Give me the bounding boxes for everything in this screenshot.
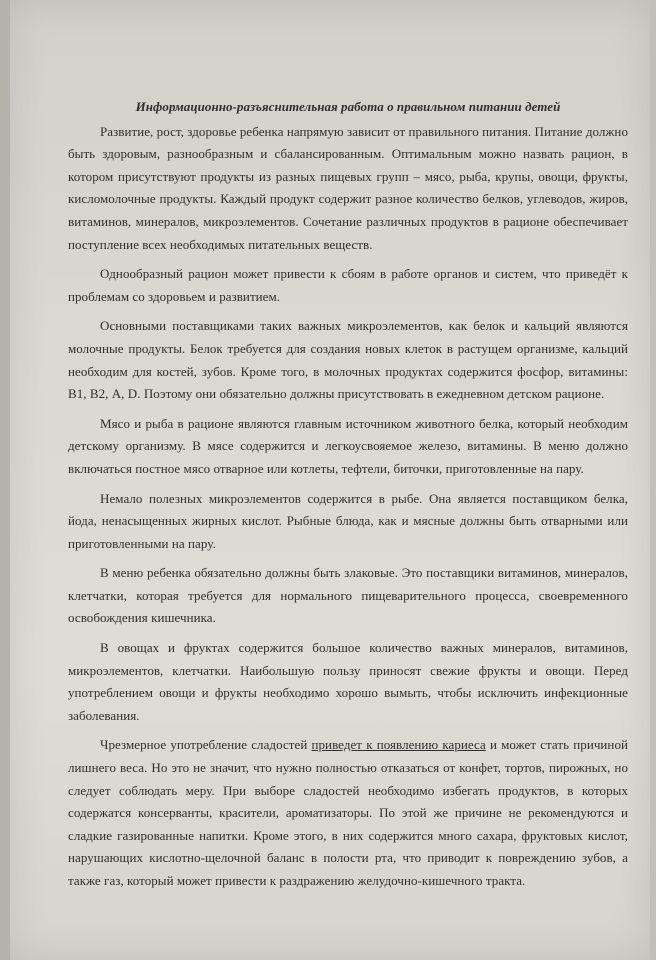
- underlined-phrase: приведет к появлению кариеса: [311, 737, 486, 753]
- paper-sheet: [10, 0, 650, 960]
- paragraph-4: Мясо и рыба в рационе являются главным источником животного белка, который необходим детскому организму. В мясе содержится и легкоусвояемое железо, витамины. В меню должно включаться постное мясо отварное или котлеты, тефтели, биточки, приготовленные на пару.: [68, 415, 628, 476]
- paragraph-8-start: Чрезмерное употребление сладостей: [100, 737, 312, 753]
- paragraph-5: Немало полезных микроэлементов содержится в рыбе. Она является поставщиком белка, йода, ненасыщенных жирных кислот. Рыбные блюда, как и мясные должны быть отварными или приготовленными на пару.: [68, 490, 628, 551]
- paragraph-8-end: и может стать причиной лишнего веса. Но это не значит, что нужно полностью отказаться от конфет, тортов, пирожных, но следует соблюдать меру. При выборе сладостей необходимо избегать продуктов, в которых содержатся консерванты, красители, ароматизаторы. По этой же причине не рекомендуются и сладкие газированные напитки. Кроме этого, в них содержится много сахара, фруктовых кислот, нарушающих кислотно-щелочной баланс в полости рта, что приводит к повреждению зубов, а также газ, который может привести к раздражению желудочно-кишечного тракта.: [68, 737, 628, 888]
- paragraph-8: [68, 734, 628, 892]
- paragraph-6: В меню ребенка обязательно должны быть злаковые. Это поставщики витаминов, минералов, клетчатки, которая требуется для нормального пищеварительного процесса, своевременного освобождения кишечника.: [68, 565, 628, 626]
- paragraph-1: Развитие, рост, здоровье ребенка напрямую зависит от правильного питания. Питание должно быть здоровым, разнообразным и сбалансированным. Оптимальным можно назвать рацион, в котором присутствуют продукты из разных пищевых групп – мясо, рыба, крупы, овощи, фрукты, кисломолочные продукты. Каждый продукт содержит разное количество белков, углеводов, жиров, витаминов, минералов, микроэлементов. Сочетание различных продуктов в рационе обеспечивает поступление всех необходимых питательных веществ.: [68, 123, 628, 252]
- document-body: [68, 96, 628, 893]
- paragraph-2: Однообразный рацион может привести к сбоям в работе органов и систем, что приведёт к проблемам со здоровьем и развитием.: [68, 266, 628, 304]
- document-title: Информационно-разъяснительная работа о правильном питании детей: [135, 99, 561, 114]
- paragraph-7: В овощах и фруктах содержится большое количество важных минералов, витаминов, микроэлементов, клетчатки. Наибольшую пользу приносят свежие фрукты и овощи. Перед употреблением овощи и фрукты необходимо хорошо вымыть, чтобы исключить инфекционные заболевания.: [68, 640, 628, 723]
- paragraph-3: Основными поставщиками таких важных микроэлементов, как белок и кальций являются молочные продукты. Белок требуется для создания новых клеток в растущем организме, кальций необходим для костей, зубов. Кроме того, в молочных продуктах содержится фосфор, витамины: В1, В2, А, D. Поэтому они обязательно должны присутствовать в ежедневном детском рационе.: [68, 318, 628, 402]
